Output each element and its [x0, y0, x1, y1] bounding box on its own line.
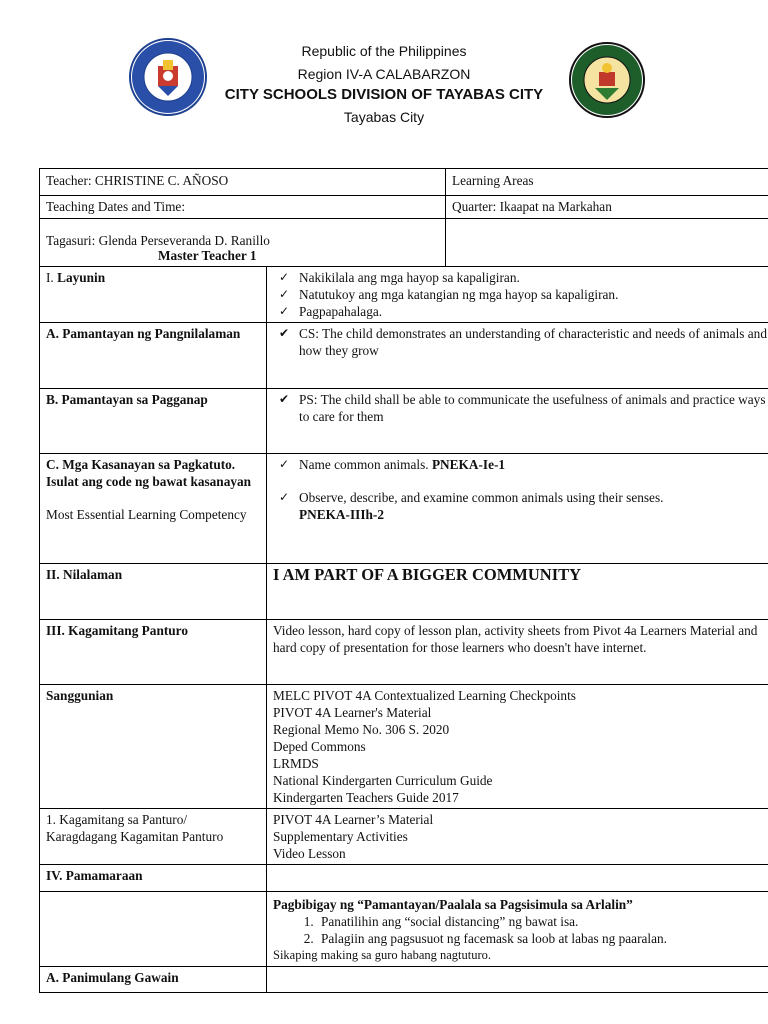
tagasuri-cell	[40, 219, 446, 267]
list-item: ✓ Pagpapahalaga.	[279, 304, 383, 319]
nilalaman-title: I AM PART OF A BIGGER COMMUNITY	[267, 564, 768, 620]
paalala-footer: Sikaping making sa guro habang nagtuturo.	[273, 948, 492, 962]
list-item: MELC PIVOT 4A Contextualized Learning Checkpoints	[273, 688, 576, 703]
kagamitang-label: III. Kagamitang Panturo	[40, 620, 267, 685]
sanggunian-content	[267, 685, 768, 809]
checkmark-icon: ✓	[279, 304, 290, 318]
list-item: ✓ Observe, describe, and examine common animals using their senses. PNEKA-IIIh-2	[279, 490, 664, 522]
list-item: ✔ PS: The child shall be able to communicate the usefulness of animals and practice ways to care for them	[279, 392, 766, 424]
pamantayan-nilalaman-label: A. Pamantayan ng Pangnilalaman	[40, 323, 267, 389]
list-item: Deped Commons	[273, 739, 366, 754]
checkmark-icon: ✓	[279, 457, 290, 471]
panimulang-content	[267, 967, 768, 993]
list-item: ✓ Natutukoy ang mga katangian ng mga hayop sa kapaligiran.	[279, 287, 619, 302]
header-republic: Republic of the Philippines	[301, 43, 467, 59]
quarter-cell: Quarter: Ikaapat na Markahan	[446, 196, 768, 219]
teacher-cell: Teacher: CHRISTINE C. AÑOSO	[40, 169, 446, 196]
list-item: Video Lesson	[273, 846, 346, 861]
list-item: LRMDS	[273, 756, 319, 771]
list-item: PIVOT 4A Learner’s Material	[273, 812, 434, 827]
checkmark-icon: ✓	[279, 287, 290, 301]
lesson-plan-table	[39, 168, 768, 993]
layunin-label: I. Layunin	[40, 267, 267, 323]
nilalaman-label: II. Nilalaman	[40, 564, 267, 620]
list-item: National Kindergarten Curriculum Guide	[273, 773, 493, 788]
kagamitang-sa-panturo-label: 1. Kagamitang sa Panturo/ Karagdagang Kagamitan Panturo	[40, 809, 267, 865]
list-item: 2. Palagiin ang pagsusuot ng facemask sa loob at labas ng paaralan.	[317, 930, 768, 947]
header-city: Tayabas City	[343, 109, 425, 125]
paalala-title: Pagbibigay ng “Pamantayan/Paalala sa Pagsisimula sa Arlalin”	[273, 897, 633, 912]
sanggunian-label: Sanggunian	[40, 685, 267, 809]
layunin-content	[267, 267, 768, 323]
header-division: CITY SCHOOLS DIVISION OF TAYABAS CITY	[224, 86, 544, 103]
empty-cell	[446, 219, 768, 267]
kagamitang-content: Video lesson, hard copy of lesson plan, activity sheets from Pivot 4a Learners Material and hard copy of presentation for those learners who doesn't have internet.	[267, 620, 768, 685]
header-region: Region IV-A CALABARZON	[297, 66, 471, 82]
pamamaraan-content	[267, 865, 768, 892]
list-item: 1. Panatilihin ang “social distancing” ng bawat isa.	[317, 913, 768, 930]
checkmark-icon: ✔	[279, 326, 290, 340]
tagasuri-name: Tagasuri: Glenda Perseveranda D. Ranillo	[46, 233, 270, 248]
checkmark-icon: ✓	[279, 270, 290, 284]
pamantayan-pagganap-label: B. Pamantayan sa Pagganap	[40, 389, 267, 454]
list-item: Kindergarten Teachers Guide 2017	[273, 790, 459, 805]
learning-areas-cell: Learning Areas	[446, 169, 768, 196]
paalala-label	[40, 892, 267, 967]
list-item: ✓ Name common animals. PNEKA-Ie-1	[279, 457, 506, 472]
kasanayan-label: C. Mga Kasanayan sa Pagkatuto. Isulat ang code ng bawat kasanayan Most Essential Learning Competency	[40, 454, 267, 564]
master-teacher-label: Master Teacher 1	[158, 248, 257, 263]
list-item: PIVOT 4A Learner's Material	[273, 705, 432, 720]
paalala-content	[267, 892, 768, 967]
list-item: Supplementary Activities	[273, 829, 408, 844]
pamantayan-pagganap-content	[267, 389, 768, 454]
pamantayan-nilalaman-content	[267, 323, 768, 389]
checkmark-icon: ✔	[279, 392, 290, 406]
kasanayan-content	[267, 454, 768, 564]
list-item: Regional Memo No. 306 S. 2020	[273, 722, 450, 737]
checkmark-icon: ✓	[279, 490, 290, 504]
pamamaraan-label: IV. Pamamaraan	[40, 865, 267, 892]
teaching-dates-cell: Teaching Dates and Time:	[40, 196, 446, 219]
list-item: ✓ Nakikilala ang mga hayop sa kapaligiran.	[279, 270, 520, 285]
kagamitang-sa-panturo-content	[267, 809, 768, 865]
panimulang-label: A. Panimulang Gawain	[40, 967, 267, 993]
list-item: ✔ CS: The child demonstrates an understanding of characteristic and needs of animals and how they grow	[279, 326, 767, 358]
